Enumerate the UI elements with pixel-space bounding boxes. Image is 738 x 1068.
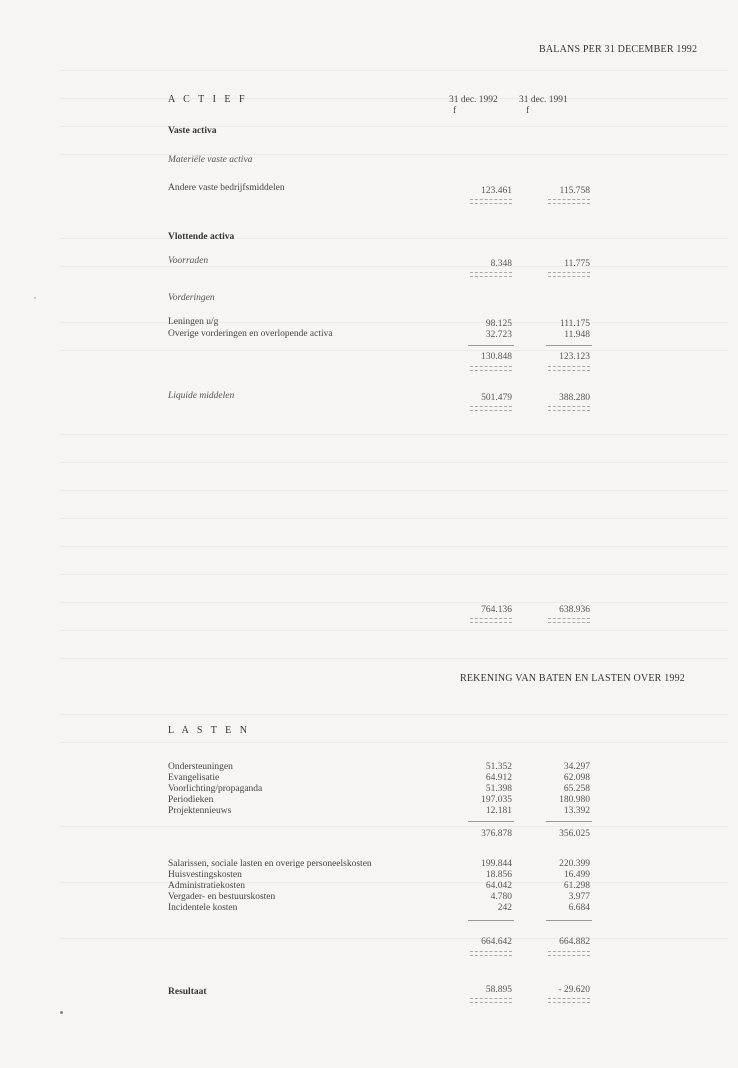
rekening-title: REKENING VAN BATEN EN LASTEN OVER 1992 xyxy=(460,673,686,684)
liquide-1991-value: 388.280 xyxy=(559,393,590,403)
vorderingen-total-1991-value: 123.123 xyxy=(559,352,590,362)
list-item-label: Ondersteuningen xyxy=(168,762,233,772)
list-item-label: Incidentele kosten xyxy=(168,903,238,913)
double-underline xyxy=(548,272,590,277)
list-item-1992: 51.398 xyxy=(485,784,512,794)
list-item-1991: 3.977 xyxy=(568,892,590,902)
liquide-middelen-label: Liquide middelen xyxy=(168,391,235,401)
double-underline xyxy=(548,406,590,411)
list-item-1991: 180.980 xyxy=(559,795,590,805)
vorderingen-label: Vorderingen xyxy=(168,293,215,303)
double-underline xyxy=(470,618,512,623)
list-item-label: Huisvestingskosten xyxy=(168,870,242,880)
list-item-1991: 65.258 xyxy=(563,784,590,794)
list-item-label: Projektennieuws xyxy=(168,806,232,816)
double-underline xyxy=(470,406,512,411)
lasten-total-1991-value: 664.882 xyxy=(559,937,590,947)
overige-vorderingen-1991-value: 11.948 xyxy=(564,330,590,340)
scan-speck xyxy=(34,297,36,299)
page-title: BALANS PER 31 DECEMBER 1992 xyxy=(539,44,698,55)
subtotal-rule xyxy=(468,920,514,921)
liquide-1992-value: 501.479 xyxy=(481,393,512,403)
double-underline xyxy=(470,366,512,371)
leningen-1991-value: 111.175 xyxy=(559,319,590,329)
voorraden-label: Voorraden xyxy=(168,256,209,266)
list-item-1992: 4.780 xyxy=(490,892,512,902)
double-underline xyxy=(470,272,512,277)
column-header-1991: 31 dec. 1991 xyxy=(519,95,568,105)
list-item-label: Voorlichting/propaganda xyxy=(168,784,263,794)
list-item-label: Vergader- en bestuurskosten xyxy=(168,892,276,902)
column-unit-1991: f xyxy=(526,106,530,116)
list-item-1992: 197.035 xyxy=(481,795,512,805)
lasten-heading: L A S T E N xyxy=(168,725,250,736)
subtotal-1992-value: 376.878 xyxy=(481,829,512,839)
double-underline xyxy=(548,618,590,623)
vlottende-activa-heading: Vlottende activa xyxy=(168,232,235,242)
voorraden-1991-value: 11.775 xyxy=(564,259,590,269)
lasten-total-1992-value: 664.642 xyxy=(481,937,512,947)
overige-vorderingen-1992-value: 32.723 xyxy=(485,330,512,340)
resultaat-1992-value: 58.895 xyxy=(485,985,512,995)
double-underline xyxy=(470,998,512,1003)
actief-total-1992-value: 764.136 xyxy=(481,605,512,615)
list-item-label: Periodieken xyxy=(168,795,214,805)
subtotal-rule xyxy=(546,345,592,346)
double-underline xyxy=(548,199,590,204)
actief-heading: A C T I E F xyxy=(168,94,248,105)
list-item-1991: 220.399 xyxy=(559,859,590,869)
scan-speck xyxy=(60,1011,63,1014)
column-unit-1992: f xyxy=(453,106,457,116)
column-header-1992: 31 dec. 1992 xyxy=(449,95,498,105)
subtotal-rule xyxy=(546,821,592,822)
list-item-1991: 61.298 xyxy=(563,881,590,891)
list-item-1991: 6.684 xyxy=(568,903,590,913)
double-underline xyxy=(548,951,590,956)
andere-vaste-1991-value: 115.758 xyxy=(559,186,590,196)
leningen-1992-value: 98.125 xyxy=(485,319,512,329)
leningen-label: Leningen u/g xyxy=(168,317,219,327)
double-underline xyxy=(548,366,590,371)
andere-vaste-1992-value: 123.461 xyxy=(481,186,512,196)
list-item-1992: 51.352 xyxy=(485,762,512,772)
double-underline xyxy=(548,998,590,1003)
subtotal-rule xyxy=(468,821,514,822)
double-underline xyxy=(470,951,512,956)
list-item-label: Administratiekosten xyxy=(168,881,246,891)
list-item-1992: 242 xyxy=(497,903,512,913)
resultaat-label: Resultaat xyxy=(168,987,207,997)
list-item-label: Salarissen, sociale lasten en overige personeelskosten xyxy=(168,859,372,869)
overige-vorderingen-label: Overige vorderingen en overlopende activa xyxy=(168,329,333,339)
subtotal-rule xyxy=(546,920,592,921)
vorderingen-total-1992-value: 130.848 xyxy=(481,352,512,362)
list-item-1992: 64.042 xyxy=(485,881,512,891)
subtotal-1991-value: 356.025 xyxy=(559,829,590,839)
list-item-1991: 34.297 xyxy=(563,762,590,772)
voorraden-1992-value: 8.348 xyxy=(490,259,512,269)
list-item-label: Evangelisatie xyxy=(168,773,220,783)
list-item-1991: 16.499 xyxy=(563,870,590,880)
list-item-1991: 13.392 xyxy=(563,806,590,816)
double-underline xyxy=(470,199,512,204)
list-item-1992: 64.912 xyxy=(485,773,512,783)
actief-total-1991-value: 638.936 xyxy=(559,605,590,615)
list-item-1992: 12.181 xyxy=(485,806,512,816)
resultaat-1991-value: - 29.620 xyxy=(558,985,590,995)
vaste-activa-heading: Vaste activa xyxy=(168,126,217,136)
materiele-vaste-activa-label: Materiële vaste activa xyxy=(168,155,253,165)
list-item-1991: 62.098 xyxy=(563,773,590,783)
andere-vaste-bedrijfsmiddelen-label: Andere vaste bedrijfsmiddelen xyxy=(168,183,285,193)
subtotal-rule xyxy=(468,345,514,346)
list-item-1992: 18.856 xyxy=(485,870,512,880)
list-item-1992: 199.844 xyxy=(481,859,512,869)
